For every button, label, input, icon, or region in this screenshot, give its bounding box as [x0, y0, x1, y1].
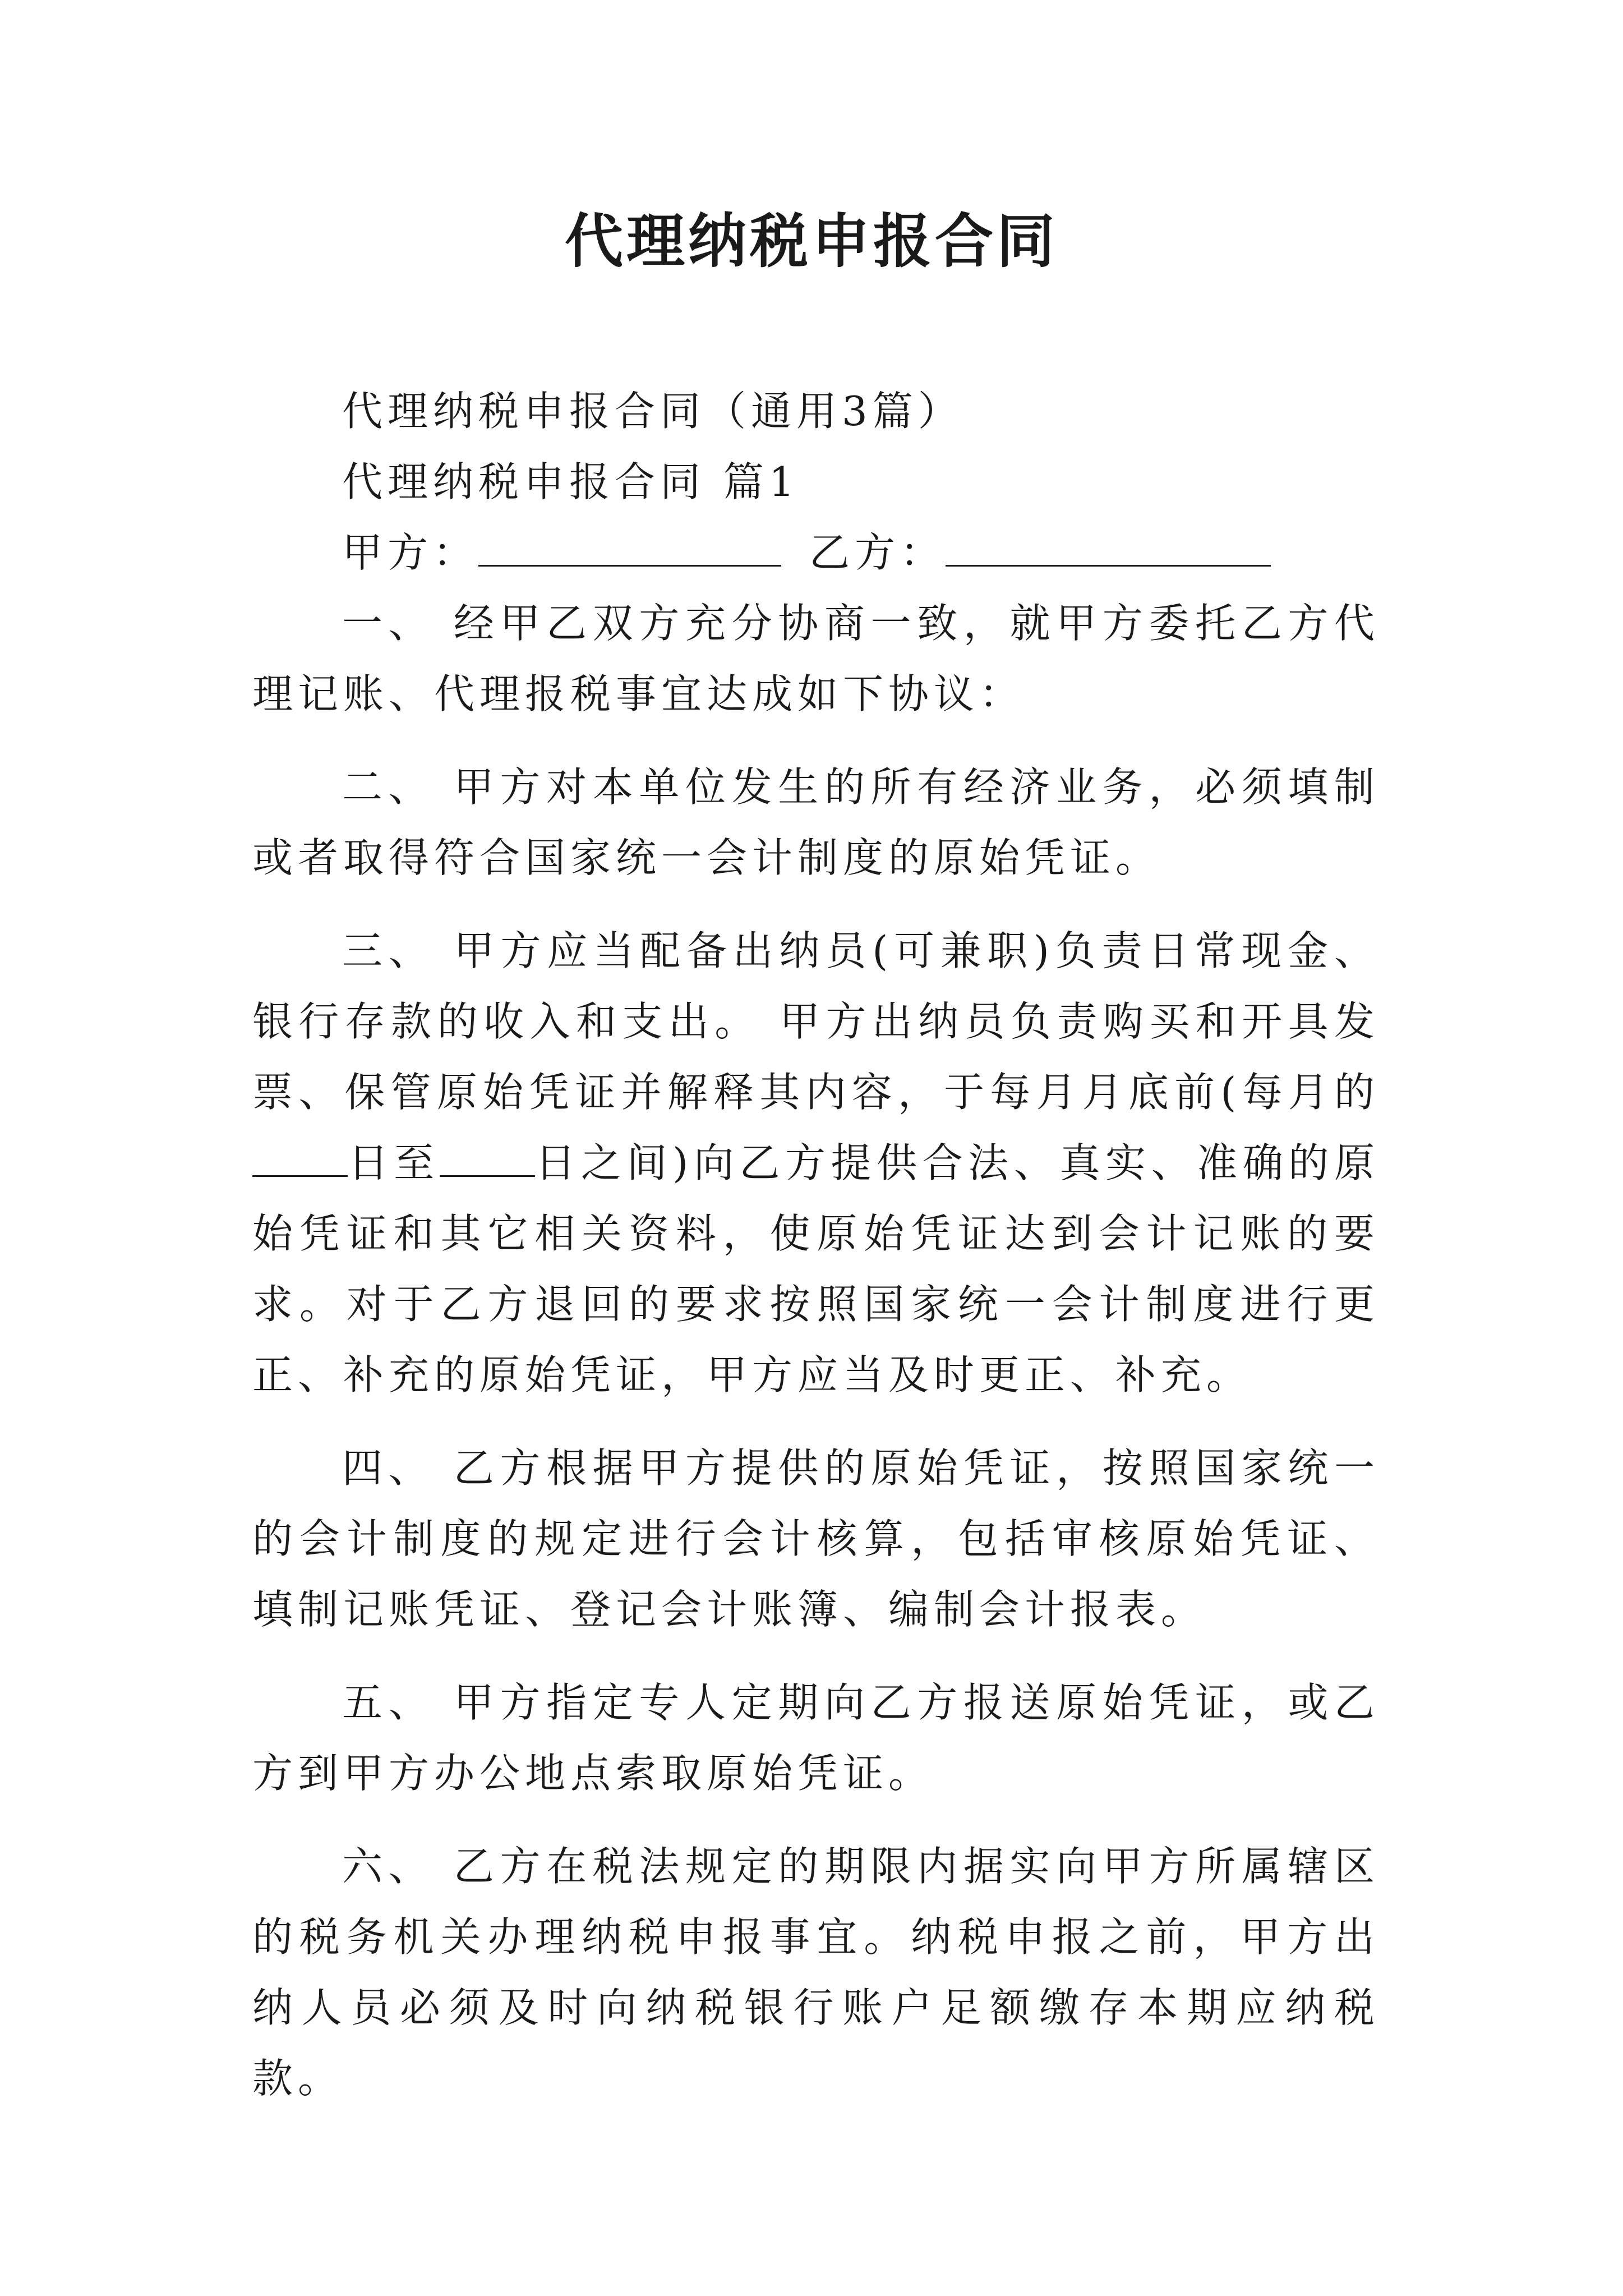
clause-3-part-2: 日至: [348, 1139, 440, 1186]
clause-3-part-1: 三、 甲方应当配备出纳员(可兼职)负责日常现金、银行存款的收入和支出。 甲方出纳员负责购买和开具发票、保管原始凭证并解释其内容，于每月月底前(每月的: [252, 927, 1380, 1116]
clause-4: 四、 乙方根据甲方提供的原始凭证，按照国家统一的会计制度的规定进行会计核算，包括审核原始凭证、填制记账凭证、登记会计账簿、编制会计报表。: [252, 1444, 1380, 1633]
party-a-label: 甲方：: [342, 529, 479, 576]
party-b-blank: [946, 531, 1271, 567]
party-b-label: 乙方：: [809, 529, 946, 576]
section-heading: 代理纳税申报合同 篇1: [342, 458, 800, 505]
document-body: [252, 376, 1380, 2114]
clause-1: 一、 经甲乙双方充分协商一致，就甲方委托乙方代理记账、代理报税事宜达成如下协议：: [252, 600, 1380, 717]
clause-2: 二、 甲方对本单位发生的所有经济业务，必须填制或者取得符合国家统一会计制度的原始凭证。: [252, 763, 1380, 881]
document-subtitle: 代理纳税申报合同（通用3篇）: [342, 388, 963, 435]
clause-3-part-3: 日之间)向乙方提供合法、真实、准确的原始凭证和其它相关资料，使原始凭证达到会计记账的要求。对于乙方退回的要求按照国家统一会计制度进行更正、补充的原始凭证，甲方应当及时更正、补充。: [252, 1139, 1380, 1398]
date-blank-end: [440, 1142, 535, 1177]
party-a-blank: [478, 531, 781, 567]
document-title: 代理纳税申报合同: [564, 206, 1058, 275]
parties-line: [252, 517, 1380, 588]
clause-6: 六、 乙方在税法规定的期限内据实向甲方所属辖区的税务机关办理纳税申报事宜。纳税申报之前，甲方出纳人员必须及时向纳税银行账户足额缴存本期应纳税款。: [252, 1843, 1380, 2102]
clause-5: 五、 甲方指定专人定期向乙方报送原始凭证，或乙方到甲方办公地点索取原始凭证。: [252, 1679, 1380, 1797]
clause-3: [252, 915, 1380, 1410]
date-blank-start: [252, 1142, 348, 1177]
